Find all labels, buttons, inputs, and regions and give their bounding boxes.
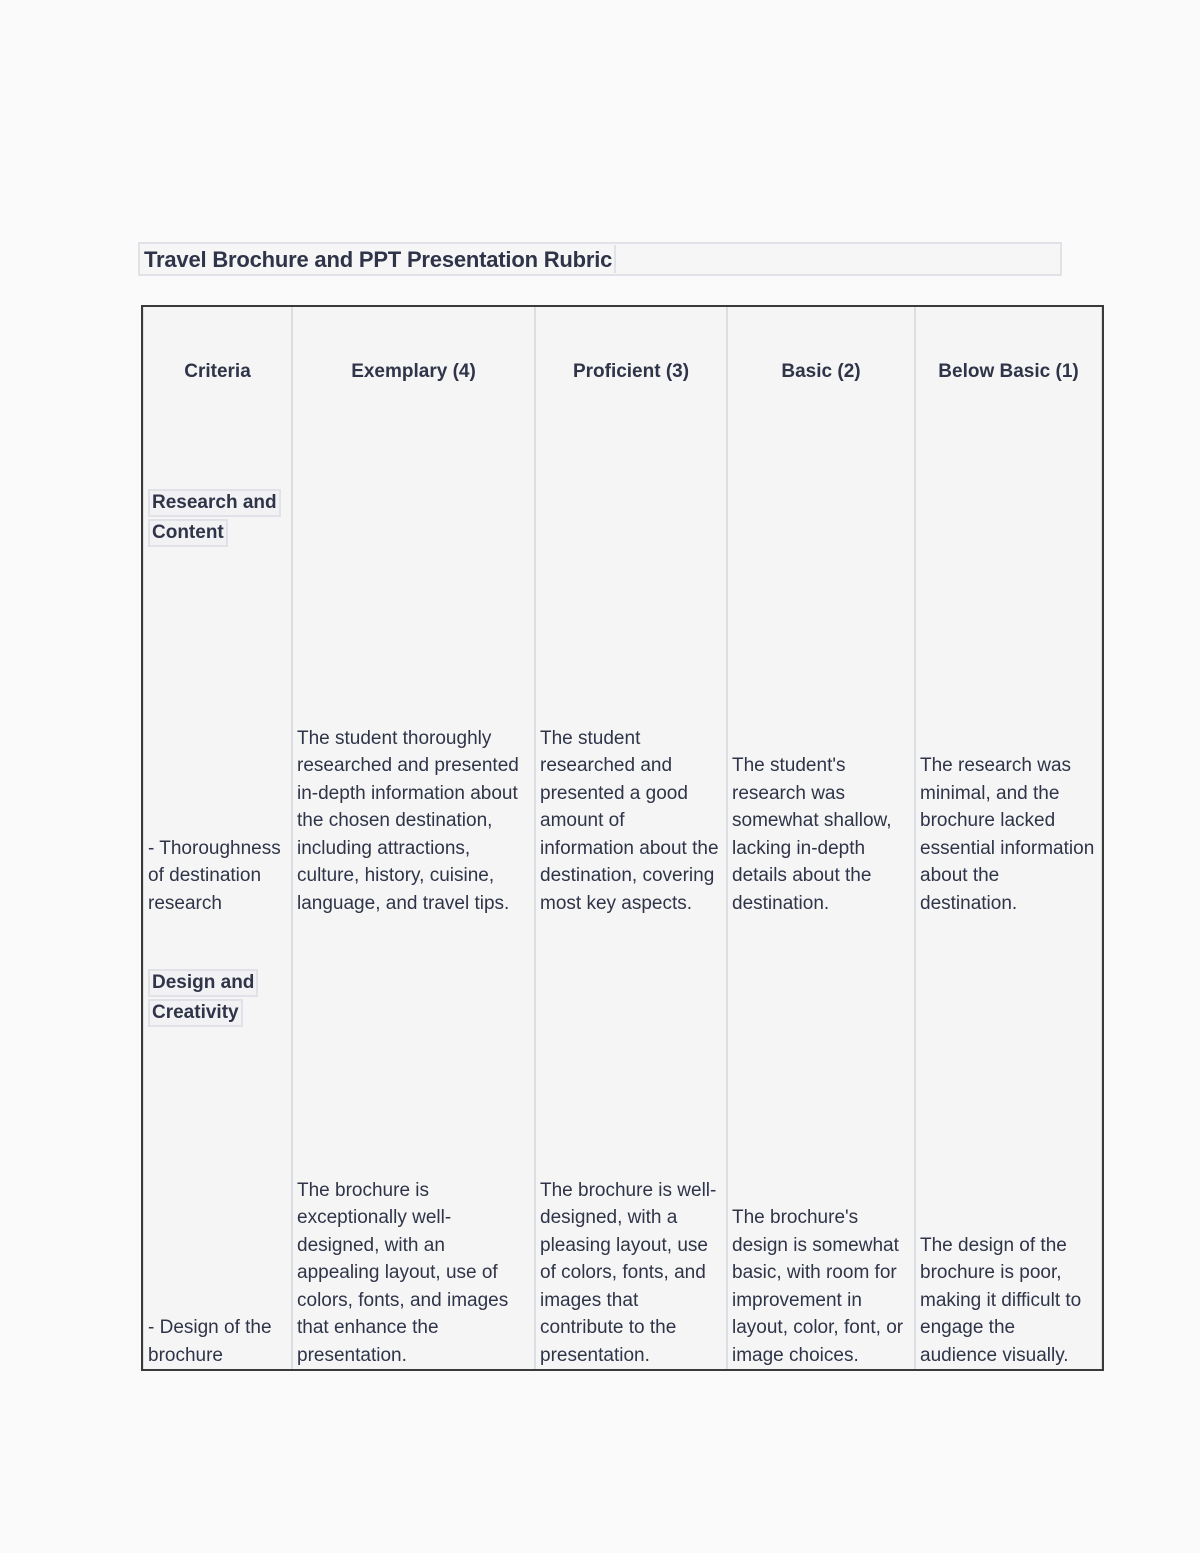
empty-cell bbox=[727, 437, 915, 597]
document-title: Travel Brochure and PPT Presentation Rubric bbox=[142, 245, 616, 273]
header-exemplary: Exemplary (4) bbox=[292, 307, 535, 437]
section-label-cell bbox=[143, 437, 292, 597]
basic-descriptor: The student's research was somewhat shallow, lacking in-depth details about the destination. bbox=[727, 597, 915, 917]
section-label-cell bbox=[143, 917, 292, 1077]
header-criteria: Criteria bbox=[143, 307, 292, 437]
rubric-table bbox=[143, 307, 1102, 1369]
empty-cell bbox=[292, 917, 535, 1077]
empty-cell bbox=[915, 437, 1102, 597]
criterion-label: - Design of the brochure bbox=[143, 1077, 292, 1369]
empty-cell bbox=[292, 437, 535, 597]
rubric-table-frame bbox=[141, 305, 1104, 1371]
header-basic: Basic (2) bbox=[727, 307, 915, 437]
exemplary-descriptor: The brochure is exceptionally well-designed, with an appealing layout, use of colors, fonts, and images that enhance the presentation. bbox=[292, 1077, 535, 1369]
empty-cell bbox=[915, 917, 1102, 1077]
criterion-label: - Thoroughness of destination research bbox=[143, 597, 292, 917]
below-basic-descriptor: The research was minimal, and the brochure lacked essential information about the destination. bbox=[915, 597, 1102, 917]
criterion-row-thoroughness bbox=[143, 597, 1102, 917]
header-below-basic: Below Basic (1) bbox=[915, 307, 1102, 437]
empty-cell bbox=[727, 917, 915, 1077]
proficient-descriptor: The brochure is well-designed, with a pleasing layout, use of colors, fonts, and images that contribute to the presentation. bbox=[535, 1077, 727, 1369]
section-label-design-line2: Creativity bbox=[148, 999, 243, 1027]
section-label-research-line2: Content bbox=[148, 519, 228, 547]
empty-cell bbox=[535, 917, 727, 1077]
below-basic-descriptor: The design of the brochure is poor, making it difficult to engage the audience visually. bbox=[915, 1077, 1102, 1369]
criterion-row-brochure-design bbox=[143, 1077, 1102, 1369]
proficient-descriptor: The student researched and presented a good amount of information about the destination, covering most key aspects. bbox=[535, 597, 727, 917]
section-row-research bbox=[143, 437, 1102, 597]
empty-cell bbox=[535, 437, 727, 597]
title-box bbox=[138, 242, 1062, 276]
header-proficient: Proficient (3) bbox=[535, 307, 727, 437]
header-row bbox=[143, 307, 1102, 437]
exemplary-descriptor: The student thoroughly researched and presented in-depth information about the chosen destination, including attractions, culture, history, cuisine, language, and travel tips. bbox=[292, 597, 535, 917]
section-label-design-line1: Design and bbox=[148, 969, 258, 997]
section-row-design bbox=[143, 917, 1102, 1077]
basic-descriptor: The brochure's design is somewhat basic, with room for improvement in layout, color, font, or image choices. bbox=[727, 1077, 915, 1369]
section-label-research-line1: Research and bbox=[148, 489, 281, 517]
